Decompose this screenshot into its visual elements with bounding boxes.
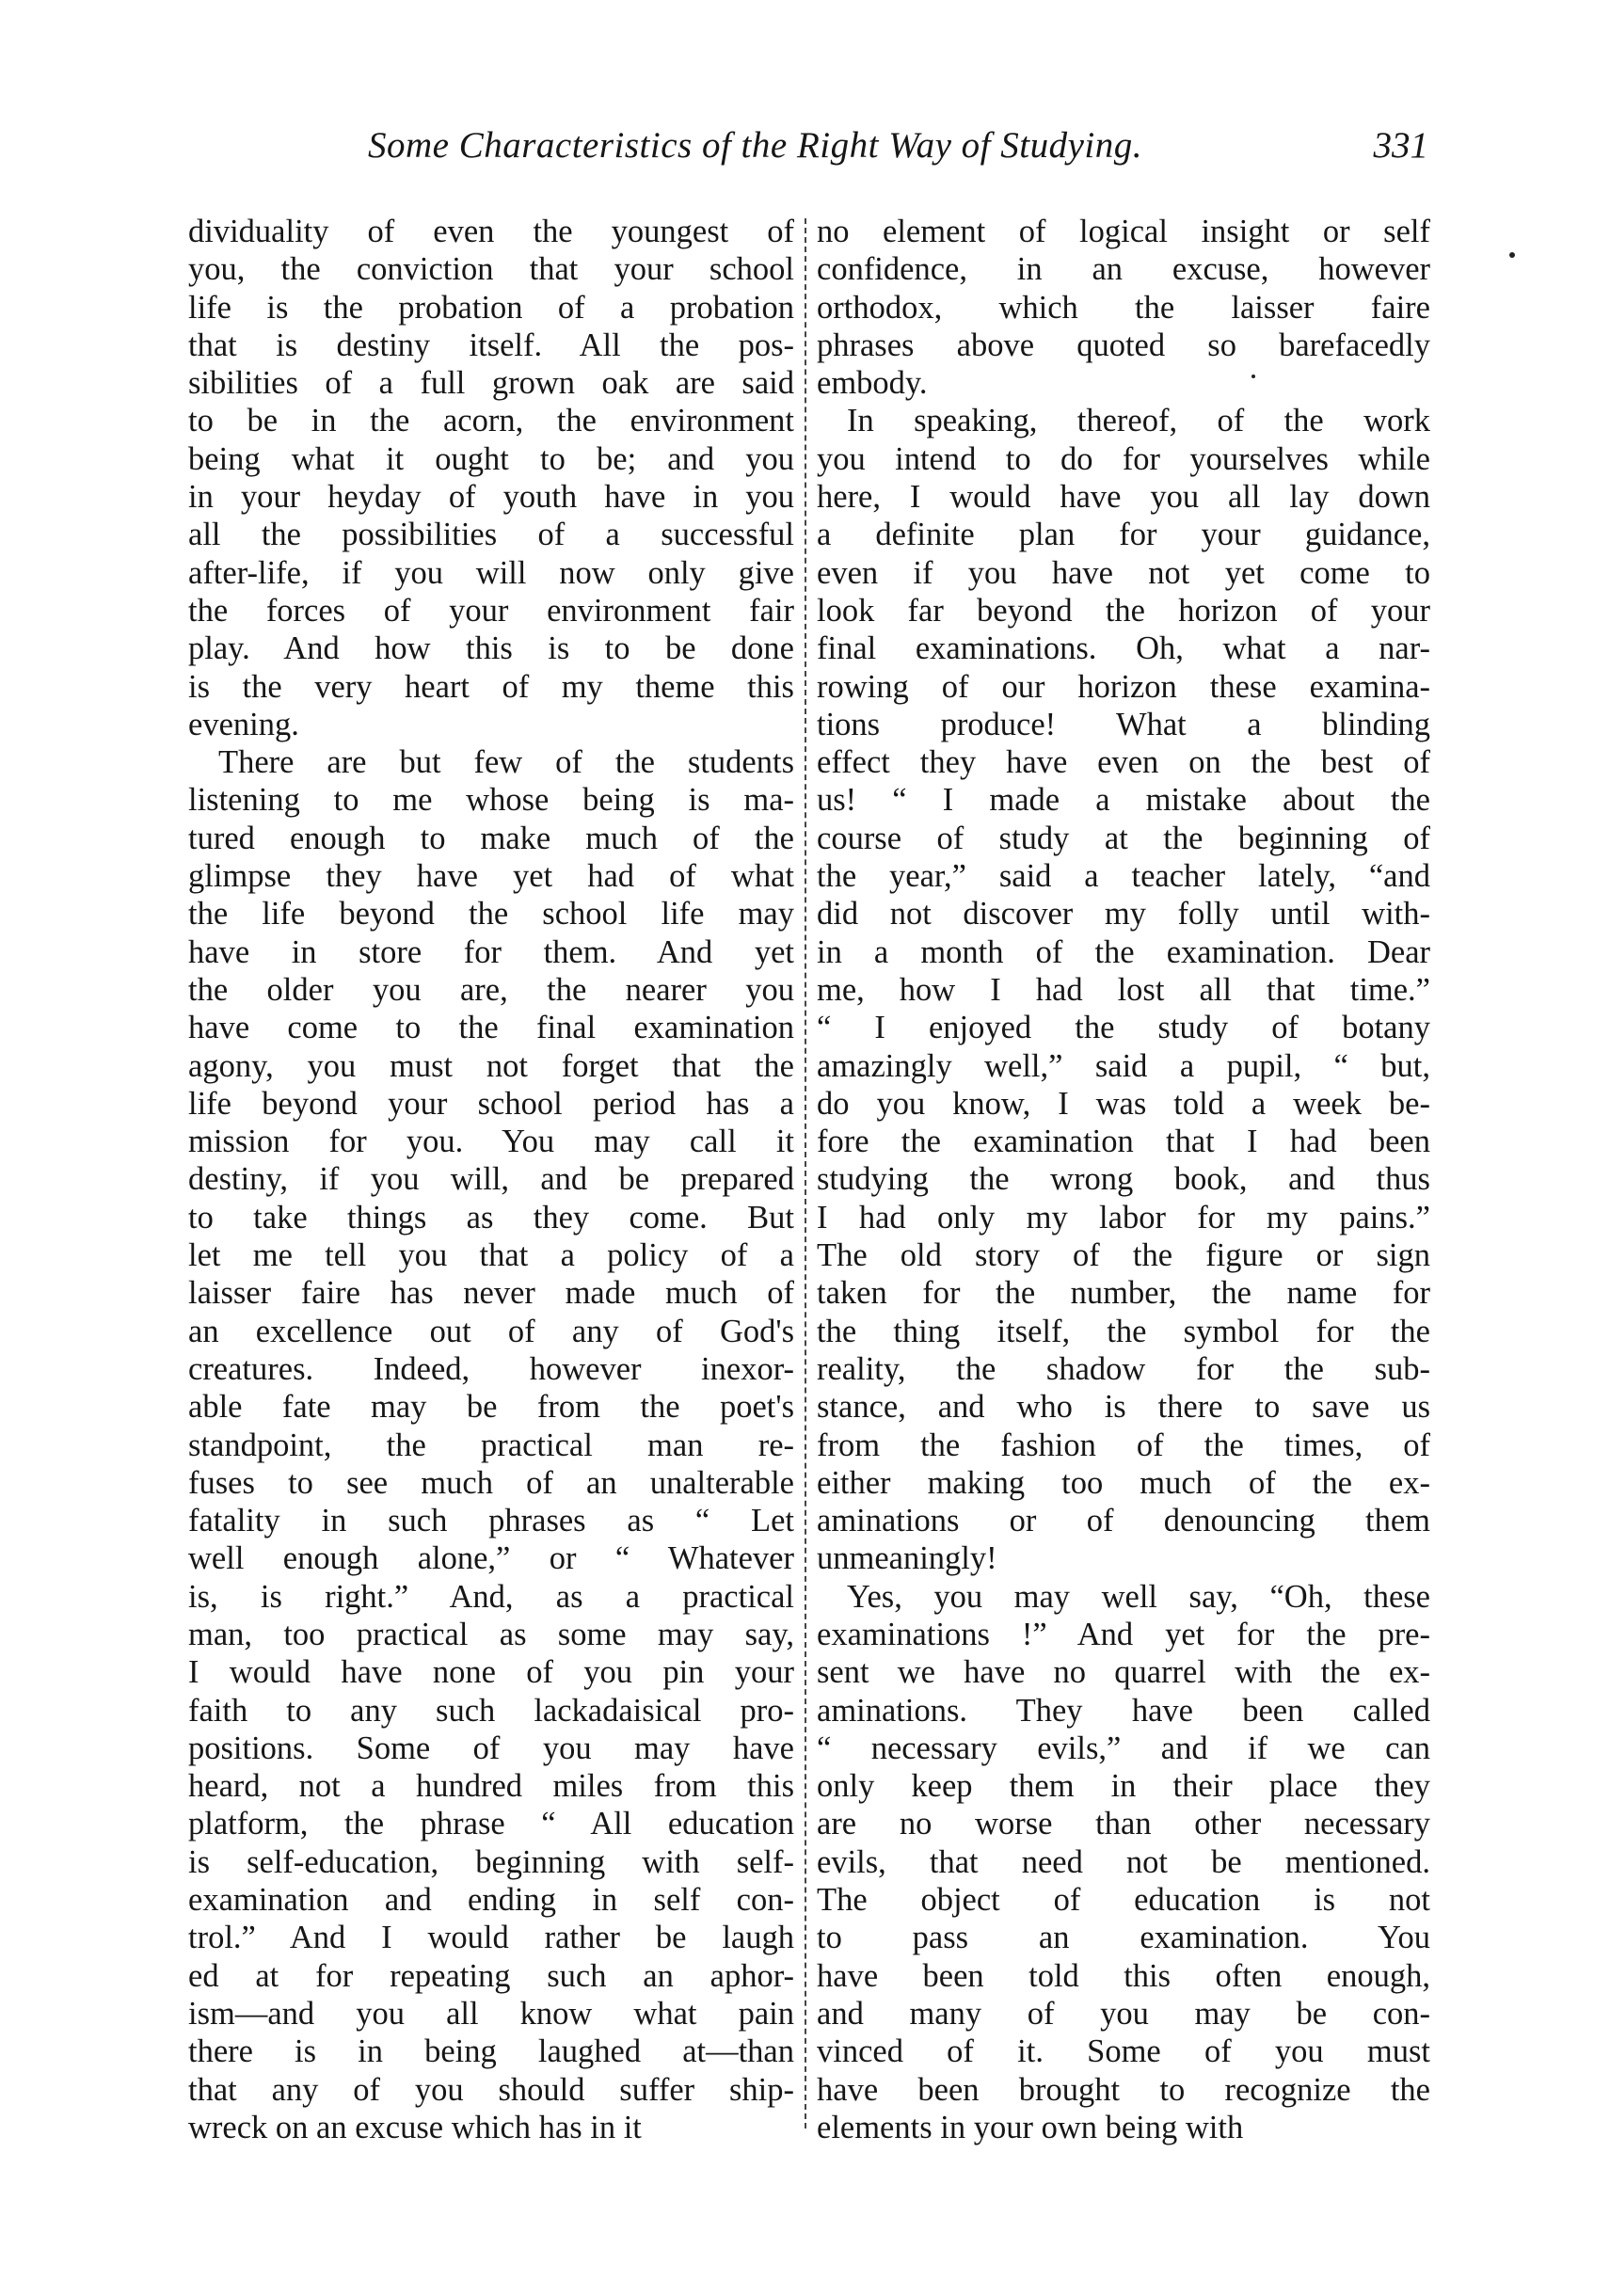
left-column-text-line: glimpse they have yet had of what <box>188 858 794 895</box>
right-column-text-line: aminations. They have been called <box>817 1692 1430 1729</box>
right-column-text-line: amazingly well,” said a pupil, “ but, <box>817 1047 1430 1084</box>
left-column-text-line: creatures. Indeed, however inexor- <box>188 1350 794 1387</box>
right-column-text-line: to pass an examination. You <box>817 1920 1430 1956</box>
left-column-text-line: sibilities of a full grown oak are said <box>188 365 794 402</box>
left-column-text-line: let me tell you that a policy of a <box>188 1237 794 1274</box>
right-column-text-line: us! “ I made a mistake about the <box>817 782 1430 819</box>
ink-speck <box>1251 375 1255 378</box>
left-column-text-line: that is destiny itself. All the pos- <box>188 327 794 363</box>
left-column-text-line: life is the probation of a probation <box>188 289 794 326</box>
right-column-text-line: here, I would have you all lay down <box>817 479 1430 516</box>
running-title: Some Characteristics of the Right Way of Studying. <box>368 125 1142 166</box>
left-column-text-line: fatality in such phrases as “ Let <box>188 1503 794 1539</box>
left-column-text-line: after-life, if you will now only give <box>188 554 794 591</box>
right-column-text-line: “ necessary evils,” and if we can <box>817 1730 1430 1766</box>
right-column-text-line: phrases above quoted so barefacedly <box>817 327 1430 363</box>
left-column-text-line: destiny, if you will, and be prepared <box>188 1161 794 1198</box>
left-column-text-line: to be in the acorn, the environment <box>188 403 794 439</box>
right-column-text-line: examinations !” And yet for the pre- <box>817 1616 1430 1652</box>
right-column-text-line: effect they have even on the best of <box>817 744 1430 781</box>
right-column-text-line: no element of logical insight or self <box>817 214 1430 249</box>
right-column-text-line: The old story of the figure or sign <box>817 1237 1430 1274</box>
left-column-text-line: able fate may be from the poet's <box>188 1389 794 1426</box>
right-column-text-line: “ I enjoyed the study of botany <box>817 1010 1430 1046</box>
page-number: 331 <box>1373 125 1428 166</box>
left-column-text-line: the life beyond the school life may <box>188 896 794 933</box>
right-column-text-line: fore the examination that I had been <box>817 1124 1430 1160</box>
right-column-text-line: elements in your own being with <box>817 2109 1244 2145</box>
right-column-text-line: the thing itself, the symbol for the <box>817 1313 1430 1349</box>
left-column-text-line: agony, you must not forget that the <box>188 1047 794 1084</box>
right-column-text-line: studying the wrong book, and thus <box>817 1161 1430 1198</box>
right-column-text-line: taken for the number, the name for <box>817 1275 1430 1312</box>
right-text-column <box>817 213 1430 2146</box>
left-column-text-line: the older you are, the nearer you <box>188 971 794 1008</box>
right-column-text-line: aminations or of denouncing them <box>817 1503 1430 1539</box>
left-column-text-line: life beyond your school period has a <box>188 1085 794 1122</box>
left-text-column <box>188 213 794 2146</box>
left-column-text-line: well enough alone,” or “ Whatever <box>188 1540 794 1577</box>
left-column-text-line: play. And how this is to be done <box>188 630 794 667</box>
left-column-text-line: platform, the phrase “ All education <box>188 1806 794 1842</box>
right-column-text-line: have been brought to recognize the <box>817 2071 1430 2108</box>
left-column-text-line: all the possibilities of a successful <box>188 517 794 553</box>
right-column-text-line: embody. <box>817 365 928 402</box>
right-column-text-line: in a month of the examination. Dear <box>817 933 1430 970</box>
right-column-text-line: I had only my labor for my pains.” <box>817 1199 1430 1236</box>
right-column-text-line: tions produce! What a blinding <box>817 706 1430 742</box>
right-column-text-line: stance, and who is there to save us <box>817 1389 1430 1426</box>
left-column-text-line: laisser faire has never made much of <box>188 1275 794 1312</box>
left-column-text-line: trol.” And I would rather be laugh <box>188 1920 794 1956</box>
left-column-text-line: dividuality of even the youngest of <box>188 214 794 249</box>
left-column-text-line: wreck on an excuse which has in it <box>188 2109 642 2145</box>
right-column-text-line: me, how I had lost all that time.” <box>817 971 1430 1008</box>
left-column-text-line: mission for you. You may call it <box>188 1124 794 1160</box>
left-column-text-line: being what it ought to be; and you <box>188 440 794 477</box>
right-column-text-line: have been told this often enough, <box>817 1957 1430 1994</box>
left-column-text-line: tured enough to make much of the <box>188 820 794 856</box>
left-column-text-line: standpoint, the practical man re- <box>188 1427 794 1463</box>
right-column-text-line: The object of education is not <box>817 1882 1430 1919</box>
right-column-text-line: In speaking, thereof, of the work <box>847 403 1430 439</box>
left-column-text-line: an excellence out of any of God's <box>188 1313 794 1349</box>
right-column-text-line: unmeaningly! <box>817 1540 997 1577</box>
left-column-text-line: there is in being laughed at—than <box>188 2033 794 2070</box>
left-column-text-line: man, too practical as some may say, <box>188 1616 794 1652</box>
right-column-text-line: evils, that need not be mentioned. <box>817 1843 1430 1880</box>
right-column-text-line: either making too much of the ex- <box>817 1464 1430 1501</box>
left-column-text-line: evening. <box>188 706 299 742</box>
left-column-text-line: faith to any such lackadaisical pro- <box>188 1692 794 1729</box>
left-column-text-line: examination and ending in self con- <box>188 1882 794 1919</box>
left-column-text-line: positions. Some of you may have <box>188 1730 794 1766</box>
left-column-text-line: listening to me whose being is ma- <box>188 782 794 819</box>
left-column-text-line: to take things as they come. But <box>188 1199 794 1236</box>
left-column-text-line: is self-education, beginning with self- <box>188 1843 794 1880</box>
left-column-text-line: There are but few of the students <box>218 744 794 781</box>
ink-speck <box>1509 252 1515 258</box>
left-column-text-line: heard, not a hundred miles from this <box>188 1768 794 1805</box>
left-column-text-line: I would have none of you pin your <box>188 1654 794 1691</box>
right-column-text-line: are no worse than other necessary <box>817 1806 1430 1842</box>
right-column-text-line: from the fashion of the times, of <box>817 1427 1430 1463</box>
right-column-text-line: you intend to do for yourselves while <box>817 440 1430 477</box>
right-column-text-line: did not discover my folly until with- <box>817 896 1430 933</box>
left-column-text-line: is, is right.” And, as a practical <box>188 1578 794 1615</box>
right-column-text-line: confidence, in an excuse, however <box>817 251 1430 288</box>
left-column-text-line: you, the conviction that your school <box>188 251 794 288</box>
right-column-text-line: sent we have no quarrel with the ex- <box>817 1654 1430 1691</box>
right-column-text-line: look far beyond the horizon of your <box>817 592 1430 629</box>
left-column-text-line: ed at for repeating such an aphor- <box>188 1957 794 1994</box>
left-column-text-line: is the very heart of my theme this <box>188 668 794 705</box>
right-column-text-line: even if you have not yet come to <box>817 554 1430 591</box>
left-column-text-line: ism—and you all know what pain <box>188 1995 794 2032</box>
right-column-text-line: course of study at the beginning of <box>817 820 1430 856</box>
left-column-text-line: the forces of your environment fair <box>188 592 794 629</box>
right-column-text-line: vinced of it. Some of you must <box>817 2033 1430 2070</box>
left-column-text-line: that any of you should suffer ship- <box>188 2071 794 2108</box>
page-header <box>184 120 1428 177</box>
column-divider <box>805 218 806 2129</box>
right-column-text-line: reality, the shadow for the sub- <box>817 1350 1430 1387</box>
right-column-text-line: the year,” said a teacher lately, “and <box>817 858 1430 895</box>
right-column-text-line: and many of you may be con- <box>817 1995 1430 2032</box>
left-column-text-line: in your heyday of youth have in you <box>188 479 794 516</box>
right-column-text-line: a definite plan for your guidance, <box>817 517 1430 553</box>
right-column-text-line: do you know, I was told a week be- <box>817 1085 1430 1122</box>
right-column-text-line: final examinations. Oh, what a nar- <box>817 630 1430 667</box>
left-column-text-line: have come to the final examination <box>188 1010 794 1046</box>
right-column-text-line: orthodox, which the laisser faire <box>817 289 1430 326</box>
left-column-text-line: fuses to see much of an unalterable <box>188 1464 794 1501</box>
right-column-text-line: Yes, you may well say, “Oh, these <box>847 1578 1430 1615</box>
right-column-text-line: only keep them in their place they <box>817 1768 1430 1805</box>
right-column-text-line: rowing of our horizon these examina- <box>817 668 1430 705</box>
left-column-text-line: have in store for them. And yet <box>188 933 794 970</box>
